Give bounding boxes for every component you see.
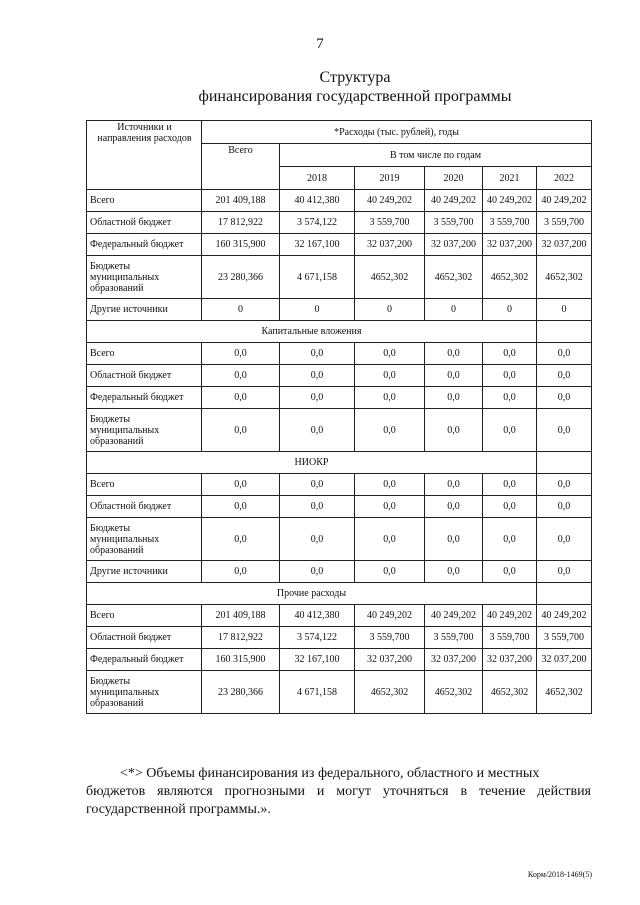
table-cell: 0,0: [537, 474, 592, 496]
table-cell: 0,0: [483, 365, 537, 387]
table-cell: 0,0: [425, 474, 483, 496]
footnote-line-1: <*> Объемы финансирования из федерального, областного и местных: [120, 766, 540, 781]
table-cell: 32 037,200: [425, 649, 483, 671]
table-cell: 0,0: [425, 496, 483, 518]
table-row: [87, 627, 592, 649]
table-cell: 0,0: [483, 518, 537, 561]
row-label: Всего: [87, 343, 202, 365]
table-cell: 0,0: [202, 561, 280, 583]
table-cell: 0: [483, 299, 537, 321]
table-cell: 0,0: [280, 474, 355, 496]
table-cell: 0,0: [280, 496, 355, 518]
table-cell: 0,0: [355, 387, 425, 409]
row-label: Федеральный бюджет: [87, 387, 202, 409]
row-label: Другие источники: [87, 299, 202, 321]
table-cell: 32 167,100: [280, 649, 355, 671]
table-cell: 4652,302: [483, 671, 537, 714]
table-cell: 0,0: [483, 561, 537, 583]
header-by-year: В том числе по годам: [280, 144, 592, 167]
footnote: [86, 765, 591, 819]
header-year: 2022: [537, 167, 592, 190]
table-row: [87, 212, 592, 234]
table-cell: 40 249,202: [537, 605, 592, 627]
table-cell: 0,0: [537, 409, 592, 452]
table-cell: 0,0: [425, 518, 483, 561]
table-row: [87, 256, 592, 299]
section-row: [87, 321, 592, 343]
table-cell: 3 559,700: [483, 212, 537, 234]
table-cell: 0,0: [483, 474, 537, 496]
row-label: Бюджеты муниципальных образований: [87, 518, 202, 561]
table-cell: 201 409,188: [202, 605, 280, 627]
table-cell: 0,0: [537, 496, 592, 518]
table-cell: 0: [280, 299, 355, 321]
title-line-1: Структура: [319, 69, 391, 86]
table-cell: 0,0: [425, 561, 483, 583]
table-cell: 0,0: [483, 387, 537, 409]
header-total: Всего: [202, 144, 280, 190]
header-sources: Источники и направления расходов: [87, 121, 202, 190]
table-cell: 0,0: [355, 343, 425, 365]
row-label: Федеральный бюджет: [87, 649, 202, 671]
row-label: Всего: [87, 190, 202, 212]
table-row: [87, 409, 592, 452]
table-cell: 0,0: [280, 518, 355, 561]
table-row: [87, 343, 592, 365]
header-year: 2021: [483, 167, 537, 190]
row-label: Областной бюджет: [87, 212, 202, 234]
table-cell: 4652,302: [425, 256, 483, 299]
table-cell: 0,0: [483, 343, 537, 365]
table-cell: 0: [355, 299, 425, 321]
table-cell: 23 280,366: [202, 256, 280, 299]
table-cell: 40 249,202: [425, 605, 483, 627]
table-cell: 40 249,202: [425, 190, 483, 212]
table-row: [87, 561, 592, 583]
table-cell: 32 037,200: [425, 234, 483, 256]
table-row: [87, 518, 592, 561]
page-number: 7: [316, 36, 324, 52]
table-cell: 4652,302: [355, 671, 425, 714]
section-title: Капитальные вложения: [87, 321, 537, 343]
table-cell: 0,0: [202, 365, 280, 387]
table-cell: 4 671,158: [280, 671, 355, 714]
table-row: [87, 234, 592, 256]
table-cell: 0,0: [537, 518, 592, 561]
table-cell: 4 671,158: [280, 256, 355, 299]
table-cell: 4652,302: [355, 256, 425, 299]
table-cell: 160 315,900: [202, 234, 280, 256]
table-row: [87, 474, 592, 496]
row-label: Областной бюджет: [87, 627, 202, 649]
table-cell: 23 280,366: [202, 671, 280, 714]
table-row: [87, 387, 592, 409]
header-year: 2019: [355, 167, 425, 190]
row-label: Федеральный бюджет: [87, 234, 202, 256]
table-cell: 3 574,122: [280, 212, 355, 234]
table-cell: 0,0: [202, 409, 280, 452]
table-cell: 0,0: [425, 387, 483, 409]
table-cell: 3 559,700: [537, 627, 592, 649]
table-cell: 0,0: [280, 561, 355, 583]
table-cell: 0,0: [355, 365, 425, 387]
document-title: [120, 68, 590, 106]
table-cell: 40 249,202: [355, 605, 425, 627]
table-row: [87, 190, 592, 212]
table-cell: 32 167,100: [280, 234, 355, 256]
table-cell: 0: [537, 299, 592, 321]
footer-code: Корм/2018-1469(5): [527, 870, 592, 879]
table-cell: 0,0: [355, 496, 425, 518]
table-cell: 3 559,700: [537, 212, 592, 234]
title-line-2: финансирования государственной программы: [198, 88, 512, 105]
table-cell: 0,0: [280, 409, 355, 452]
section-empty-cell: [537, 452, 592, 474]
table-cell: 40 249,202: [483, 605, 537, 627]
table-cell: 32 037,200: [483, 234, 537, 256]
row-label: Бюджеты муниципальных образований: [87, 671, 202, 714]
table-cell: 32 037,200: [355, 649, 425, 671]
table-cell: 0,0: [425, 365, 483, 387]
table-cell: 4652,302: [483, 256, 537, 299]
table-cell: 0,0: [355, 409, 425, 452]
table-cell: 3 559,700: [355, 627, 425, 649]
section-empty-cell: [537, 583, 592, 605]
table-row: [87, 605, 592, 627]
table-cell: 3 559,700: [355, 212, 425, 234]
table-cell: 32 037,200: [537, 649, 592, 671]
row-label: Другие источники: [87, 561, 202, 583]
table-cell: 17 812,922: [202, 627, 280, 649]
financing-table: [86, 120, 592, 714]
row-label: Всего: [87, 474, 202, 496]
section-empty-cell: [537, 321, 592, 343]
header-year: 2020: [425, 167, 483, 190]
table-row: [87, 649, 592, 671]
table-cell: 0,0: [202, 496, 280, 518]
table-row: [87, 299, 592, 321]
row-label: Бюджеты муниципальных образований: [87, 256, 202, 299]
table-row: [87, 671, 592, 714]
row-label: Всего: [87, 605, 202, 627]
table-cell: 0,0: [355, 518, 425, 561]
header-year: 2018: [280, 167, 355, 190]
table-cell: 3 574,122: [280, 627, 355, 649]
table-cell: 0,0: [537, 387, 592, 409]
row-label: Бюджеты муниципальных образований: [87, 409, 202, 452]
section-title: НИОКР: [87, 452, 537, 474]
table-cell: 40 249,202: [537, 190, 592, 212]
table-cell: 0,0: [483, 496, 537, 518]
table-cell: 17 812,922: [202, 212, 280, 234]
table-cell: 0,0: [355, 561, 425, 583]
table-cell: 0,0: [280, 343, 355, 365]
table-cell: 0,0: [537, 343, 592, 365]
table-cell: 40 412,380: [280, 605, 355, 627]
table-cell: 0,0: [355, 474, 425, 496]
row-label: Областной бюджет: [87, 496, 202, 518]
table-cell: 40 249,202: [483, 190, 537, 212]
table-cell: 0,0: [425, 343, 483, 365]
table-cell: 32 037,200: [355, 234, 425, 256]
table-cell: 4652,302: [425, 671, 483, 714]
table-cell: 0,0: [537, 365, 592, 387]
table-cell: 4652,302: [537, 671, 592, 714]
table-cell: 0: [202, 299, 280, 321]
table-cell: 0,0: [483, 409, 537, 452]
table-cell: 201 409,188: [202, 190, 280, 212]
table-cell: 0,0: [537, 561, 592, 583]
table-row: [87, 496, 592, 518]
table-cell: 0,0: [280, 365, 355, 387]
table-cell: 0,0: [202, 343, 280, 365]
table-cell: 0,0: [425, 409, 483, 452]
table-cell: 3 559,700: [425, 627, 483, 649]
section-row: [87, 452, 592, 474]
table-cell: 4652,302: [537, 256, 592, 299]
table-cell: 3 559,700: [425, 212, 483, 234]
table-cell: 0,0: [280, 387, 355, 409]
table-cell: 32 037,200: [537, 234, 592, 256]
section-row: [87, 583, 592, 605]
table-cell: 0,0: [202, 518, 280, 561]
table-cell: 40 249,202: [355, 190, 425, 212]
section-title: Прочие расходы: [87, 583, 537, 605]
header-expenses: *Расходы (тыс. рублей), годы: [202, 121, 592, 144]
table-cell: 0: [425, 299, 483, 321]
table-cell: 0,0: [202, 387, 280, 409]
table-cell: 3 559,700: [483, 627, 537, 649]
footnote-rest: бюджетов являются прогнозными и могут уточняться в течение действия государственной программы.».: [86, 784, 591, 817]
table-cell: 40 412,380: [280, 190, 355, 212]
table-row: [87, 365, 592, 387]
table-cell: 0,0: [202, 474, 280, 496]
table-cell: 160 315,900: [202, 649, 280, 671]
table-cell: 32 037,200: [483, 649, 537, 671]
row-label: Областной бюджет: [87, 365, 202, 387]
